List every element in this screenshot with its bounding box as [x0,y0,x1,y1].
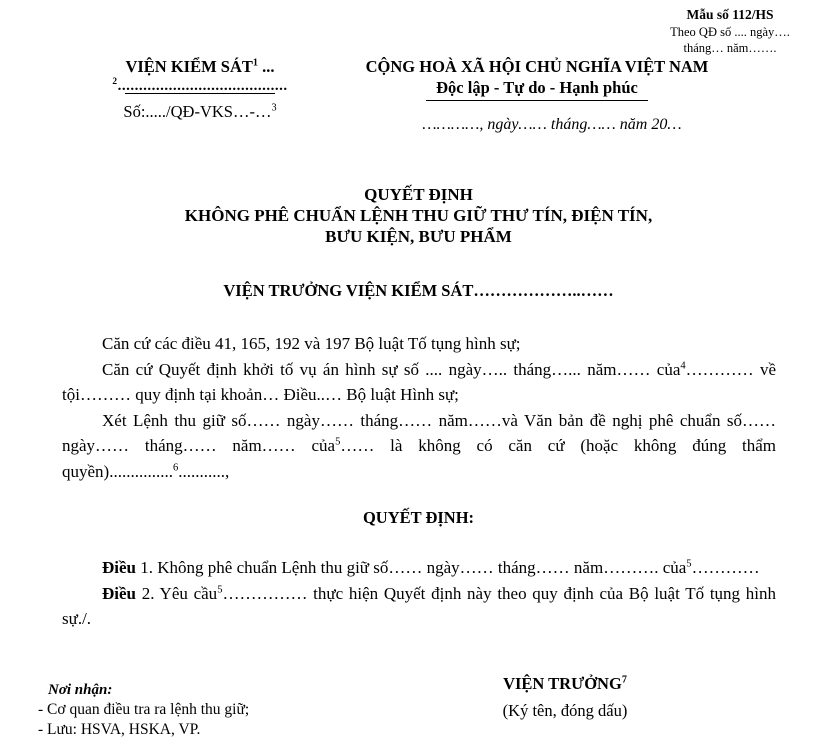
signer-title [415,674,715,694]
place-date-line: …………, ngày…… tháng…… năm 20… [422,116,682,133]
national-motto: Độc lập - Tự do - Hạnh phúc [426,78,648,101]
article-2-text: 2. Yêu cầu [136,583,218,603]
footnote-marker-6: 6 [172,461,179,473]
document-number-line [30,102,370,122]
grounds-p2-text-cont: ………… về tội……… quy định tại khoản… Điều..… Bộ luật Hình sự; [62,359,776,404]
signature-block [415,674,715,721]
footnote-marker-5c: 5 [217,583,223,595]
agency-name-fill: ... [258,57,275,76]
recipient-item: - Cơ quan điều tra ra lệnh thu giữ; [38,701,250,718]
agency-fill-in-line [30,78,370,95]
title-line-2: KHÔNG PHÊ CHUẨN LỆNH THU GIỮ THƯ TÍN, ĐIỆN TÍN, [184,206,653,225]
article-1-fill: ………… [691,558,760,577]
footnote-marker-1: 1 [252,57,259,69]
footnote-marker-7: 7 [621,674,627,686]
article-2 [62,581,776,632]
recipient-item: - Lưu: HSVA, HSKA, VP. [38,721,201,738]
form-reference-note [628,6,832,56]
article-1-text: 1. Không phê chuẩn Lệnh thu giữ số…… ngày…… tháng…… năm………. của [136,558,687,577]
footnote-marker-2: 2 [112,77,118,87]
recipients-block [38,680,249,740]
article-1 [62,555,776,581]
footnote-marker-5b: 5 [686,558,692,570]
agency-name: VIỆN KIỂM SÁT [125,57,253,76]
articles-section [62,555,776,632]
title-line-3: BƯU KIỆN, BƯU PHẨM [325,227,512,246]
signer-title-text: VIỆN TRƯỞNG [503,674,622,693]
signer-instruction: (Ký tên, đóng dấu) [502,701,628,720]
agency-name-line [30,57,370,77]
grounds-p3-text-mid: …… là không có căn cứ (hoặc không đúng thẩm quyền)............... [62,436,776,481]
grounds-p3-text-end: ..........., [178,461,230,481]
agency-fill-dots: ........................................ [117,78,288,94]
decision-heading: QUYẾT ĐỊNH: [362,508,475,527]
authority-line: VIỆN TRƯỞNG VIỆN KIỂM SÁT………………..…… [223,281,614,300]
recipients-label: Nơi nhận: [48,682,113,698]
grounds-p2-text: Căn cứ Quyết định khởi tố vụ án hình sự số .... ngày….. tháng…... năm…… của [102,359,681,379]
legal-grounds-section [62,331,776,484]
document-number: Số:...../QĐ-VKS…-… [123,102,272,121]
footnote-marker-4: 4 [680,359,686,371]
grounds-p3-text: Xét Lệnh thu giữ số…… ngày…… tháng…… năm……và Văn bản đề nghị phê chuẩn số…… ngày…… tháng…… năm…… của [62,410,776,455]
form-number: Mẫu số 112/HS [686,7,774,22]
article-1-label: Điều [102,558,136,577]
footnote-marker-3: 3 [271,102,277,114]
national-header-block [342,57,732,134]
grounds-paragraph-3 [62,408,776,485]
national-title: CỘNG HOÀ XÃ HỘI CHỦ NGHĨA VIỆT NAM [365,57,709,76]
form-decision-ref-line1: Theo QĐ số .... ngày…. [670,24,790,39]
issuing-agency-block [30,57,370,122]
title-line-1: QUYẾT ĐỊNH [364,185,473,204]
article-2-text-cont: …………… thực hiện Quyết định này theo quy định của Bộ luật Tố tụng hình sự./. [62,583,776,628]
form-decision-ref-line2: tháng… năm……. [683,40,777,55]
document-title [0,184,837,247]
grounds-paragraph-1: Căn cứ các điều 41, 165, 192 và 197 Bộ luật Tố tụng hình sự; [102,334,521,353]
grounds-paragraph-2 [62,357,776,408]
article-2-label: Điều [102,583,136,603]
footnote-marker-5: 5 [335,436,341,448]
